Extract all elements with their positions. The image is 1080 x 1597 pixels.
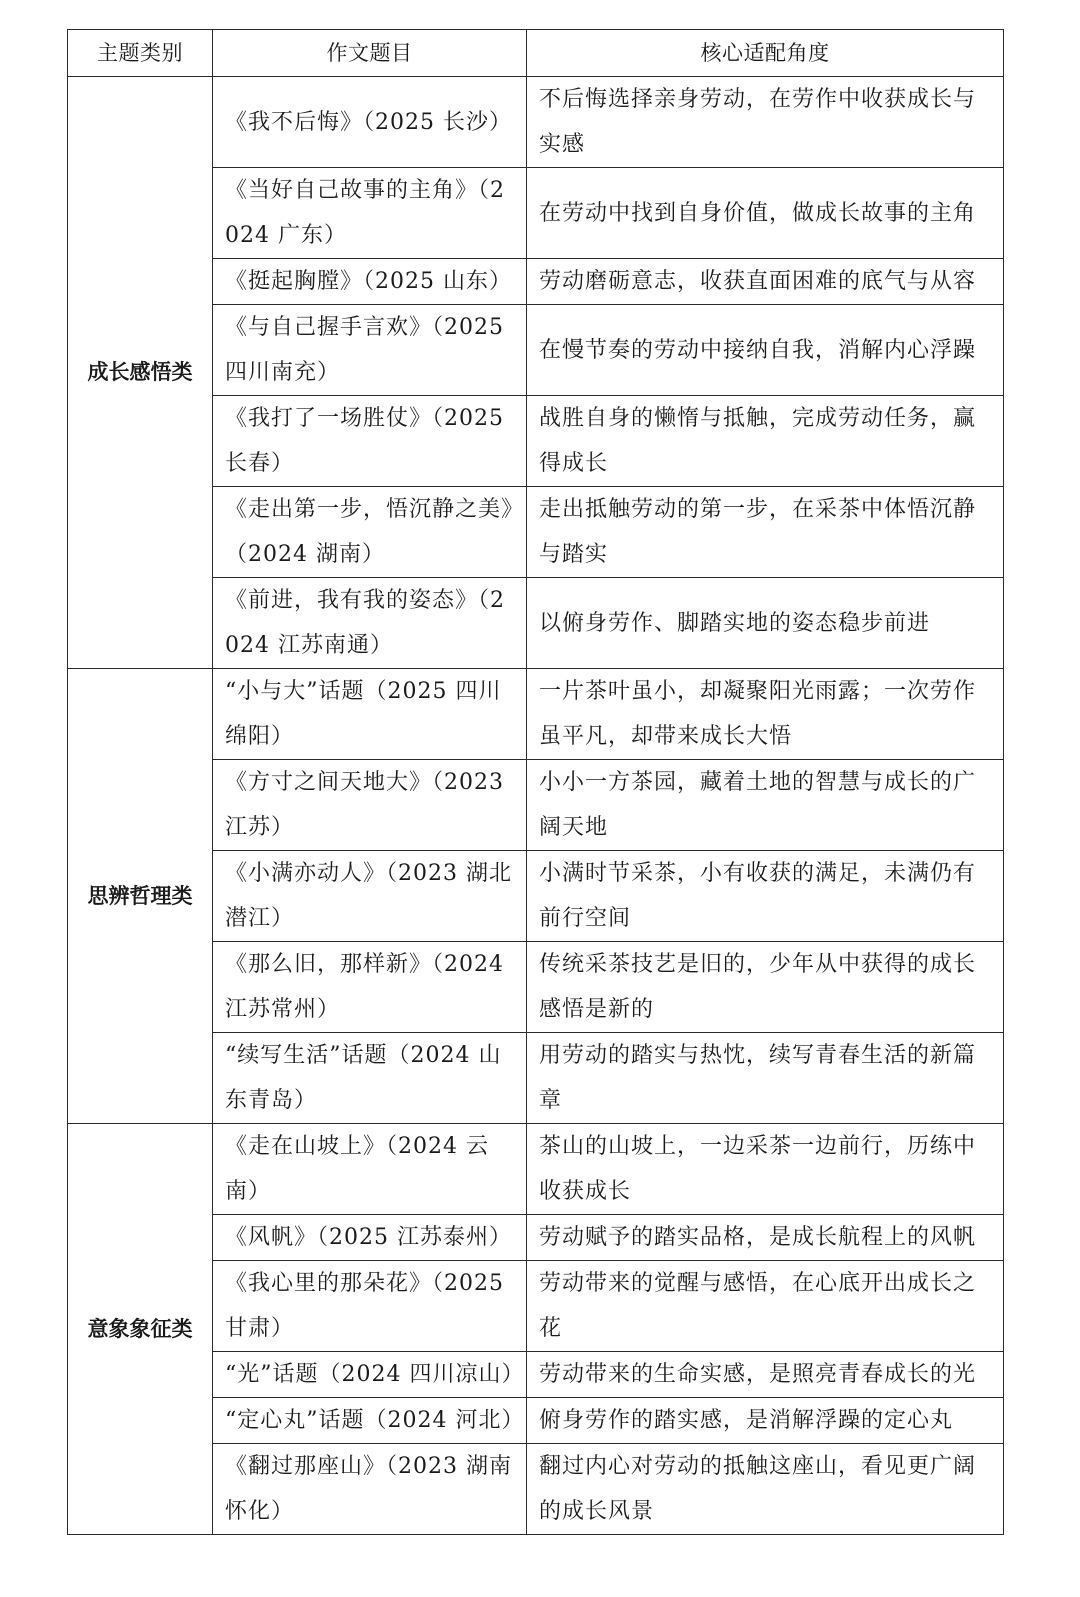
table-row [68,1124,1004,1215]
category-cell: 思辨哲理类 [68,669,213,1124]
core-angle-cell: 劳动赋予的踏实品格，是成长航程上的风帆 [527,1215,1004,1261]
core-angle-cell: 劳动带来的生命实感，是照亮青春成长的光 [527,1352,1004,1398]
essay-title-cell: 《我不后悔》（2025 长沙） [213,77,527,168]
core-angle-cell: 在劳动中找到自身价值，做成长故事的主角 [527,168,1004,259]
essay-title-cell: 《方寸之间天地大》（2023 江苏） [213,760,527,851]
core-angle-cell: 小满时节采茶，小有收获的满足，未满仍有前行空间 [527,851,1004,942]
core-angle-cell: 小小一方茶园，藏着土地的智慧与成长的广阔天地 [527,760,1004,851]
table-row [68,669,1004,760]
table-body [68,77,1004,1535]
category-cell: 成长感悟类 [68,77,213,669]
essay-title-cell: 《我心里的那朵花》（2025 甘肃） [213,1261,527,1352]
core-angle-cell: 战胜自身的懒惰与抵触，完成劳动任务，赢得成长 [527,396,1004,487]
core-angle-cell: 不后悔选择亲身劳动，在劳作中收获成长与实感 [527,77,1004,168]
core-angle-cell: 在慢节奏的劳动中接纳自我，消解内心浮躁 [527,305,1004,396]
essay-topic-table [67,29,1004,1535]
essay-title-cell: 《前进，我有我的姿态》（2024 江苏南通） [213,578,527,669]
essay-title-cell: “光”话题（2024 四川凉山） [213,1352,527,1398]
essay-title-cell: 《翻过那座山》（2023 湖南怀化） [213,1444,527,1535]
core-angle-cell: 一片茶叶虽小，却凝聚阳光雨露；一次劳作虽平凡，却带来成长大悟 [527,669,1004,760]
core-angle-cell: 俯身劳作的踏实感，是消解浮躁的定心丸 [527,1398,1004,1444]
core-angle-cell: 劳动带来的觉醒与感悟，在心底开出成长之花 [527,1261,1004,1352]
header-title: 作文题目 [213,30,527,77]
essay-title-cell: 《风帆》（2025 江苏泰州） [213,1215,527,1261]
essay-title-cell: 《走出第一步，悟沉静之美》（2024 湖南） [213,487,527,578]
essay-title-cell: “定心丸”话题（2024 河北） [213,1398,527,1444]
essay-title-cell: 《我打了一场胜仗》（2025 长春） [213,396,527,487]
core-angle-cell: 走出抵触劳动的第一步，在采茶中体悟沉静与踏实 [527,487,1004,578]
essay-title-cell: 《挺起胸膛》（2025 山东） [213,259,527,305]
header-category: 主题类别 [68,30,213,77]
header-angle: 核心适配角度 [527,30,1004,77]
core-angle-cell: 翻过内心对劳动的抵触这座山，看见更广阔的成长风景 [527,1444,1004,1535]
category-cell: 意象象征类 [68,1124,213,1535]
table-row [68,77,1004,168]
core-angle-cell: 以俯身劳作、脚踏实地的姿态稳步前进 [527,578,1004,669]
essay-title-cell: “小与大”话题（2025 四川绵阳） [213,669,527,760]
essay-title-cell: 《当好自己故事的主角》（2024 广东） [213,168,527,259]
core-angle-cell: 劳动磨砺意志，收获直面困难的底气与从容 [527,259,1004,305]
essay-title-cell: 《那么旧，那样新》（2024 江苏常州） [213,942,527,1033]
core-angle-cell: 用劳动的踏实与热忱，续写青春生活的新篇章 [527,1033,1004,1124]
table-header-row [68,30,1004,77]
core-angle-cell: 茶山的山坡上，一边采茶一边前行，历练中收获成长 [527,1124,1004,1215]
essay-title-cell: “续写生活”话题（2024 山东青岛） [213,1033,527,1124]
core-angle-cell: 传统采茶技艺是旧的，少年从中获得的成长感悟是新的 [527,942,1004,1033]
essay-title-cell: 《走在山坡上》（2024 云南） [213,1124,527,1215]
essay-topic-sheet [67,29,1003,1535]
essay-title-cell: 《与自己握手言欢》（2025 四川南充） [213,305,527,396]
essay-title-cell: 《小满亦动人》（2023 湖北潜江） [213,851,527,942]
